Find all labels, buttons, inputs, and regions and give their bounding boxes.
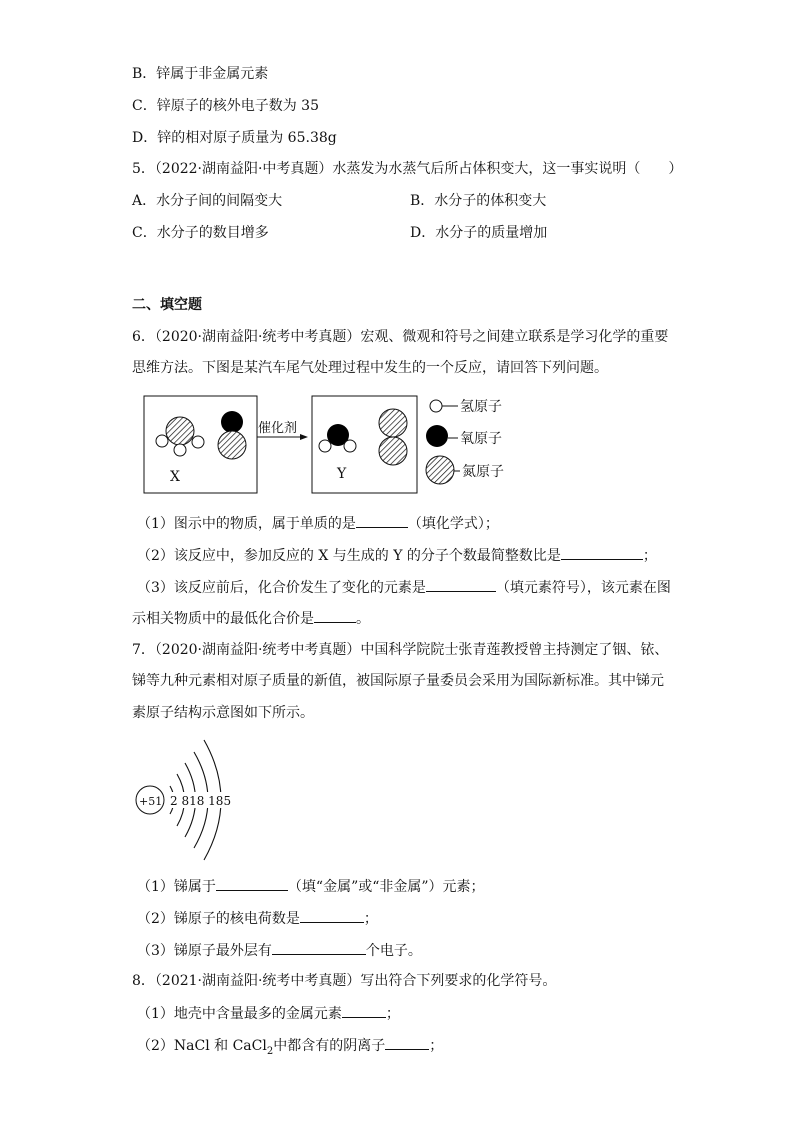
hydrogen-atom [192, 436, 204, 448]
q6-part3-line2: 示相关物质中的最低化合价是 。 [132, 608, 370, 629]
electron-counts: 2 818 185 [170, 794, 232, 808]
q4-option-c: C．锌原子的核外电子数为 35 [132, 98, 319, 114]
legend-oxygen-icon [426, 425, 448, 447]
q6-stem-line2: 思维方法。下图是某汽车尾气处理过程中发生的一个反应，请回答下列问题。 [132, 360, 608, 376]
legend-nitrogen-label: 氮原子 [462, 464, 504, 480]
answer-blank[interactable] [216, 876, 288, 891]
answer-blank[interactable] [342, 1003, 386, 1018]
reactant-label: X [170, 469, 180, 485]
catalyst-label: 催化剂 [258, 421, 298, 436]
q7-stem-line3: 素原子结构示意图如下所示。 [132, 705, 314, 721]
q4-option-b: B．锌属于非金属元素 [132, 66, 269, 82]
legend-hydrogen-icon [430, 400, 442, 412]
legend-nitrogen-icon [426, 456, 454, 484]
q6-part2: （2）该反应中，参加反应的 X 与生成的 Y 的分子个数最简整数比是 ； [137, 545, 657, 566]
atomic-structure-diagram [134, 736, 254, 868]
q4-option-d: D．锌的相对原子质量为 65.38g [132, 130, 337, 146]
q7-part3: （3）锑原子最外层有 个电子。 [137, 940, 422, 961]
answer-blank[interactable] [356, 513, 408, 528]
q8-stem: 8．（2021·湖南益阳·统考中考真题）写出符合下列要求的化学符号。 [132, 973, 557, 989]
q7-part2: （2）锑原子的核电荷数是 ； [137, 908, 378, 929]
hydrogen-atom [156, 435, 168, 447]
q7-stem-line2: 锑等九种元素相对原子质量的新值，被国际原子量委员会采用为国际新标准。其中锑元 [132, 673, 664, 689]
reaction-diagram [140, 392, 520, 498]
answer-blank[interactable] [385, 1035, 429, 1050]
nitrogen-atom [218, 431, 246, 459]
section-heading: 二、填空题 [132, 297, 202, 313]
answer-blank[interactable] [300, 908, 364, 923]
legend-oxygen-label: 氧原子 [460, 431, 502, 447]
hydrogen-atom [344, 440, 356, 452]
q7-part1: （1）锑属于 （填“金属”或“非金属”）元素； [137, 876, 485, 897]
q8-part1: （1）地壳中含量最多的金属元素 ； [137, 1003, 400, 1024]
q5-option-d: D．水分子的质量增加 [410, 225, 548, 241]
answer-blank[interactable] [561, 545, 643, 560]
answer-blank[interactable] [314, 608, 356, 623]
q5-option-b: B．水分子的体积变大 [410, 193, 547, 209]
nucleus-charge: +51 [139, 795, 163, 808]
nitrogen-atom [166, 417, 194, 445]
q5-option-c: C．水分子的数目增多 [132, 225, 269, 241]
hydrogen-atom [174, 444, 186, 456]
q5-stem: 5．（2022·湖南益阳·中考真题）水蒸发为水蒸气后所占体积变大，这一事实说明（ ） [132, 161, 683, 177]
answer-blank[interactable] [272, 940, 366, 955]
hydrogen-atom [319, 440, 331, 452]
q7-stem-line1: 7．（2020·湖南益阳·统考中考真题）中国科学院院士张青莲教授曾主持测定了铟、铱、 [132, 642, 669, 658]
product-label: Y [337, 466, 347, 482]
oxygen-atom [221, 411, 243, 433]
nitrogen-atom [379, 409, 407, 437]
q6-part1: （1）图示中的物质，属于单质的是 （填化学式）； [137, 513, 499, 534]
q6-stem-line1: 6．（2020·湖南益阳·统考中考真题）宏观、微观和符号之间建立联系是学习化学的重要 [132, 329, 669, 345]
nitrogen-atom [379, 437, 407, 465]
q8-part2: （2）NaCl 和 CaCl$_2$中都含有的阴离子 ； [137, 1035, 443, 1062]
answer-blank[interactable] [426, 577, 496, 592]
legend-hydrogen-label: 氢原子 [460, 399, 502, 415]
q5-option-a: A．水分子间的间隔变大 [132, 193, 283, 209]
q6-part3: （3）该反应前后，化合价发生了变化的元素是 （填元素符号），该元素在图 [137, 577, 671, 598]
